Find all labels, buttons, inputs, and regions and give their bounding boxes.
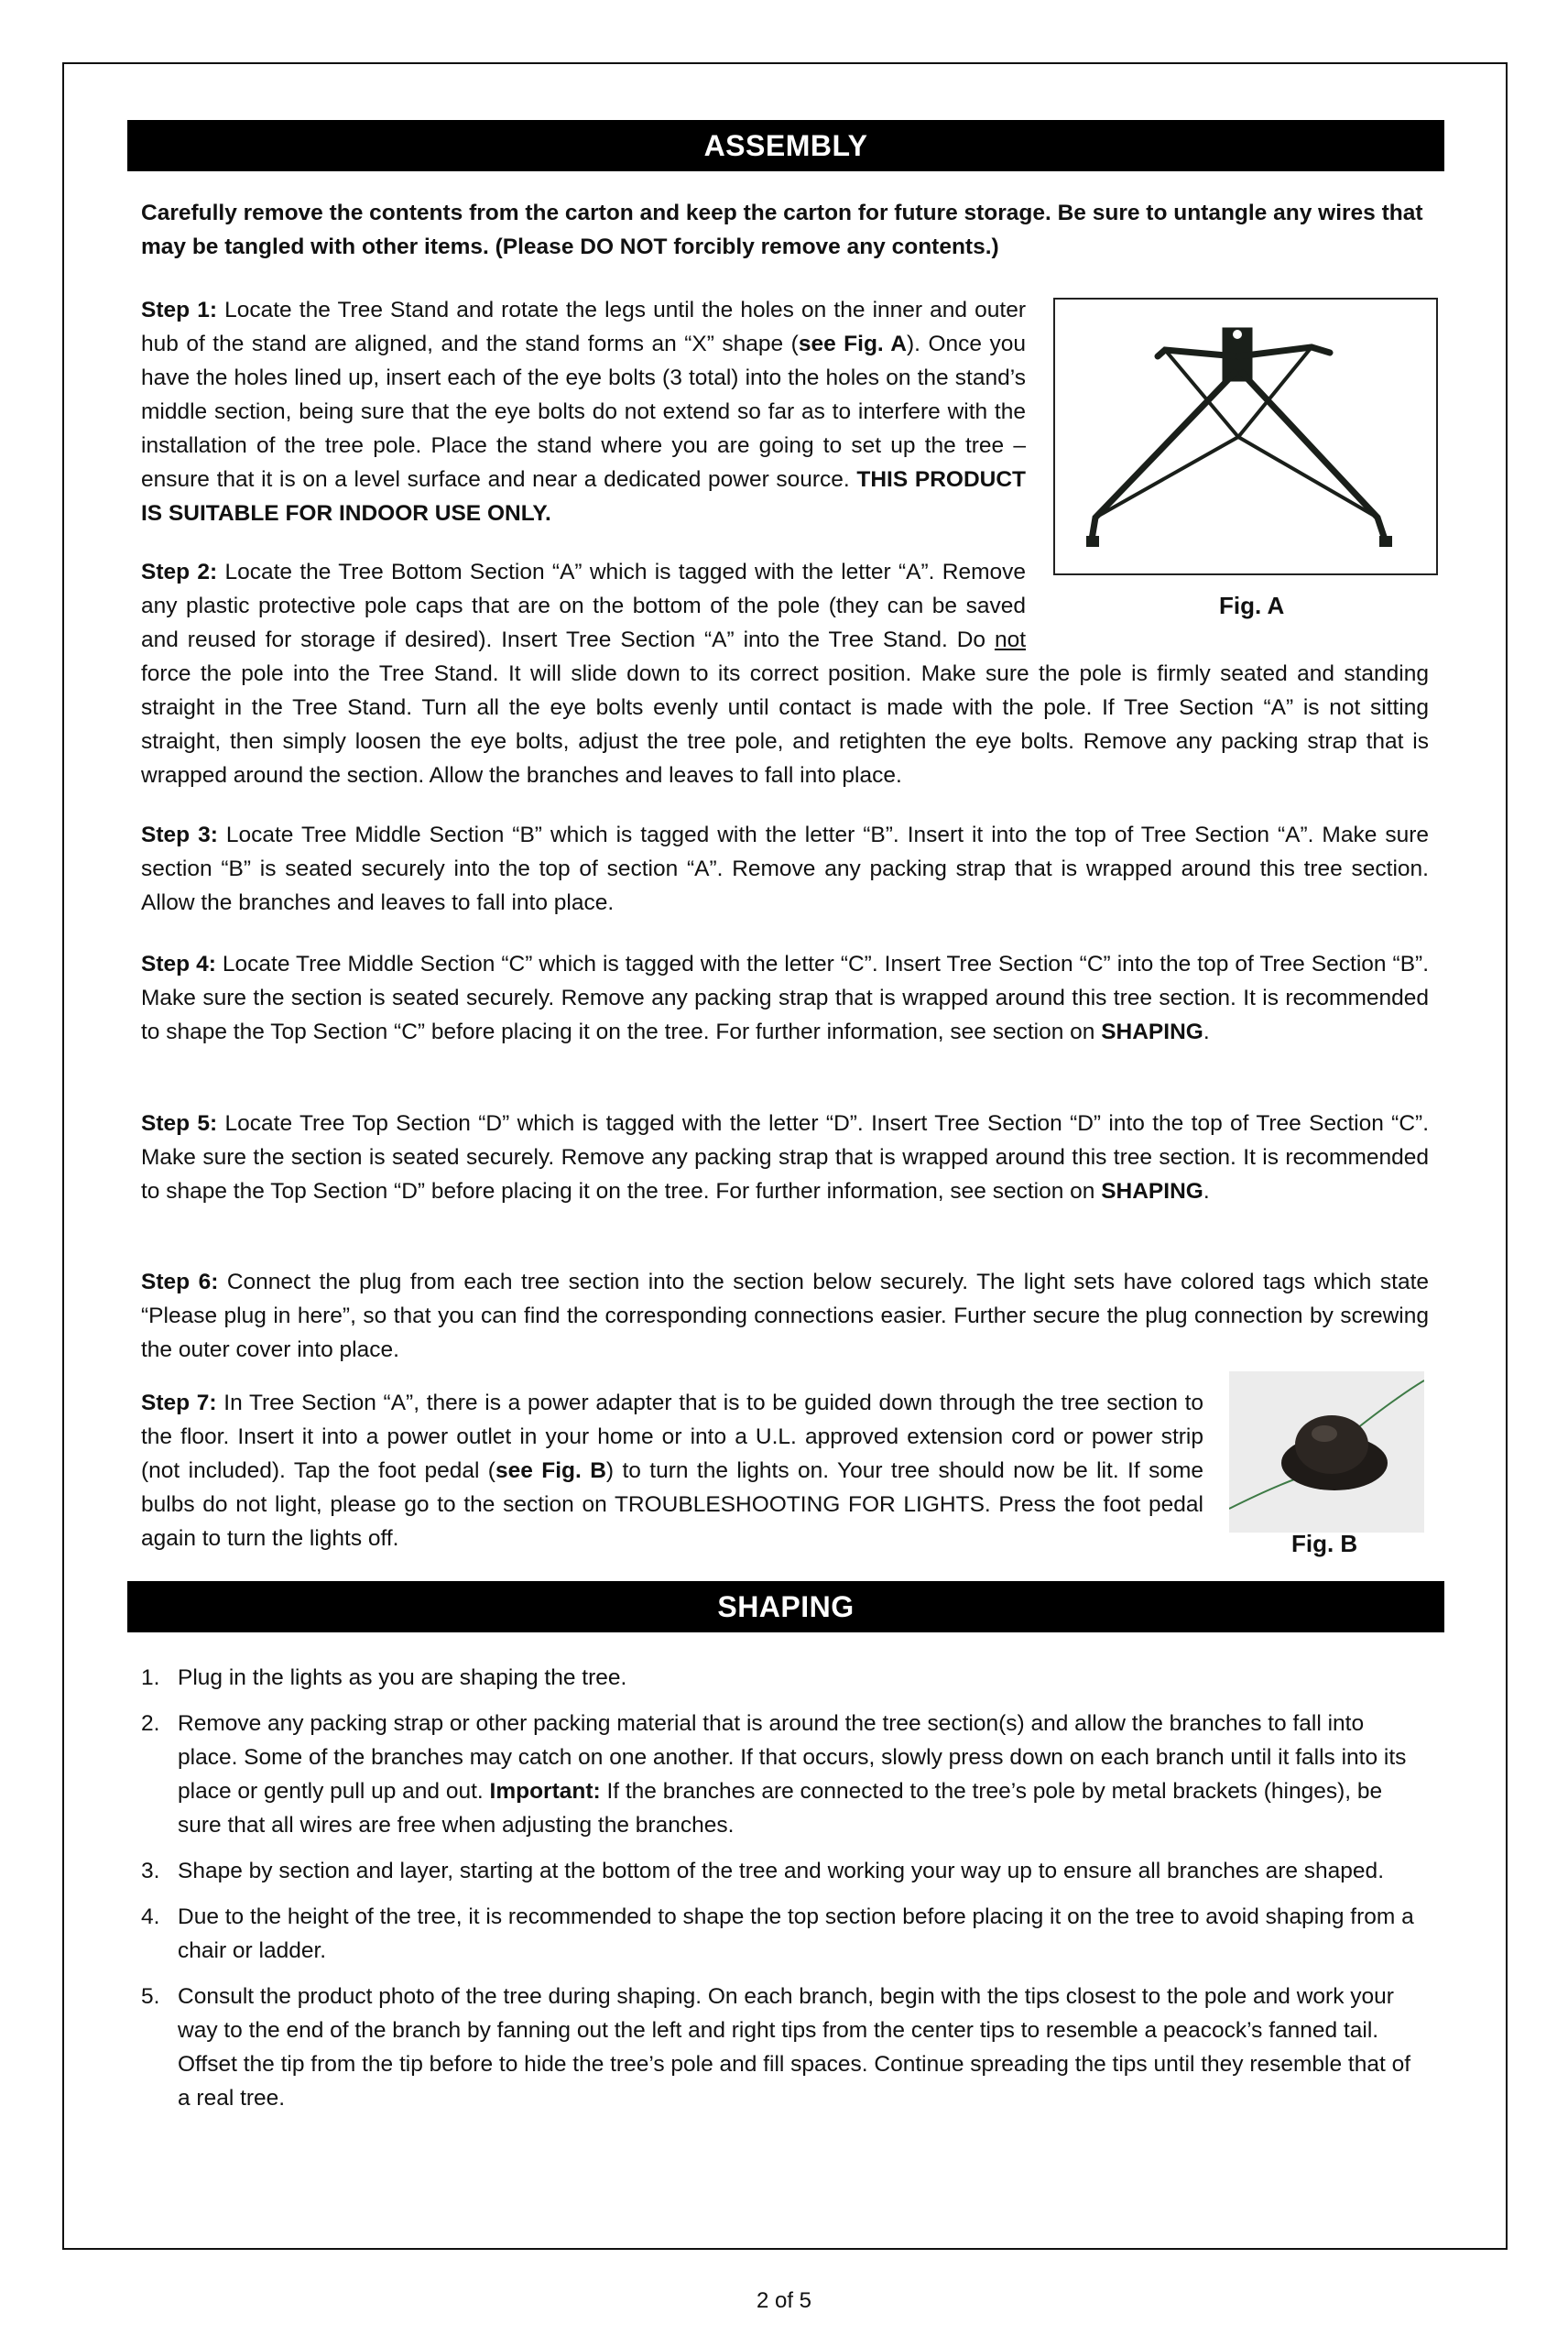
step-3 — [141, 818, 1429, 920]
step-4-label: Step 4: — [141, 952, 216, 977]
figure-b-foot-pedal — [1229, 1371, 1424, 1533]
step-6-label: Step 6: — [141, 1270, 219, 1294]
step-2-text-cont: force the pole into the Tree Stand. It will slide down to its correct position. Make sure the pole is firmly seated and standing straight in the Tree Stand. Turn all the eye bolts evenly until contact is made with the pole. If Tree Section “A” is not sitting straight, then simply loosen the eye bolts, adjust the tree pole, and retighten the eye bolts. Remove any packing strap that is wrapped around the section. Allow the branches and leaves to fall into place. — [141, 661, 1429, 788]
shaping-list — [141, 1661, 1429, 2127]
list-text: Due to the height of the tree, it is recommended to shape the top section before placing it on the tree to avoid shaping from a chair or ladder. — [178, 1904, 1414, 1963]
step-5 — [141, 1107, 1429, 1208]
step-2-emphasis: not — [994, 627, 1026, 652]
step-2 — [141, 555, 1429, 792]
figure-a-tree-stand — [1053, 298, 1438, 575]
figure-b-caption: Fig. B — [1291, 1530, 1358, 1557]
step-4-text: Locate Tree Middle Section “C” which is tagged with the letter “C”. Insert Tree Section “C” into the top of Tree Section “B”. Make sure the section is seated securely. Remove any packing strap that is wrapped around this tree section. It is recommended to shape the Top Section “C” before placing it on the tree. For further information, see section on — [141, 952, 1429, 1044]
step-5-period: . — [1203, 1179, 1210, 1204]
step-1 — [141, 293, 1026, 530]
step-5-shaping-ref: SHAPING — [1101, 1179, 1203, 1204]
step-4 — [141, 947, 1429, 1049]
step-4-period: . — [1203, 1020, 1210, 1044]
list-text-cont: If the branches are connected to the tree’s pole by metal brackets (hinges), be sure that all wires are free when adjusting the branches. — [178, 1779, 1383, 1838]
tree-stand-icon — [1055, 300, 1436, 573]
step-2-text: Locate the Tree Bottom Section “A” which is tagged with the letter “A”. Remove any plastic protective pole caps that are on the bottom of the pole (they can be saved and reused for storage if desired). Insert Tree Section “A” into the Tree Stand. Do — [141, 560, 1026, 652]
figure-a-caption: Fig. A — [1219, 592, 1285, 619]
shaping-heading: SHAPING — [127, 1581, 1444, 1632]
step-7-text: In Tree Section “A”, there is a power adapter that is to be guided down through the tree section to the floor. Insert it into a power outlet in your home or into a U.L. approved extension cord or power strip (not included). Tap the foot pedal ( — [141, 1391, 1203, 1483]
important-label: Important: — [489, 1779, 601, 1804]
list-number: 2. — [141, 1711, 160, 1736]
step-7 — [141, 1386, 1203, 1555]
step-3-text: Locate Tree Middle Section “B” which is tagged with the letter “B”. Insert it into the top of Tree Section “A”. Make sure section “B” is seated securely into the top of section “A”. Remove any packing strap that is wrapped around this tree section. Allow the branches and leaves to fall into place. — [141, 823, 1429, 915]
step-6 — [141, 1265, 1429, 1367]
step-3-label: Step 3: — [141, 823, 218, 847]
step-1-text-cont: ). Once you have the holes lined up, insert each of the eye bolts (3 total) into the holes on the stand’s middle section, being sure that the eye bolts do not extend so far as to interfere with the installation of the tree pole. Place the stand where you are going to set up the tree – ensure that it is on a level surface and near a dedicated power source. — [141, 332, 1026, 492]
step-1-indoor-notice: THIS PRODUCT IS SUITABLE FOR INDOOR USE ONLY. — [141, 467, 1026, 526]
list-text: Shape by section and layer, starting at the bottom of the tree and working your way up to ensure all branches are shaped. — [178, 1859, 1384, 1883]
page-number: 2 of 5 — [756, 2288, 812, 2313]
step-7-label: Step 7: — [141, 1391, 217, 1415]
list-number: 1. — [141, 1665, 160, 1690]
list-item — [141, 1707, 1429, 1842]
step-2-label: Step 2: — [141, 560, 218, 584]
step-1-label: Step 1: — [141, 298, 217, 322]
foot-pedal-icon — [1229, 1371, 1424, 1533]
list-text: Consult the product photo of the tree during shaping. On each branch, begin with the tips closest to the pole and work your way to the end of the branch by fanning out the left and right tips from the center tips to resemble a peacock’s fanned tail. Offset the tip from the tip before to hide the tree’s pole and fill spaces. Continue spreading the tips until they resemble that of a real tree. — [178, 1984, 1411, 2111]
list-text: Remove any packing strap or other packing material that is around the tree section(s) and allow the branches to fall into place. Some of the branches may catch on one another. If that occurs, slowly press down on each branch until it falls into its place or gently pull up and out. — [178, 1711, 1407, 1804]
list-item — [141, 1661, 1429, 1695]
list-item — [141, 1900, 1429, 1968]
list-number: 3. — [141, 1859, 160, 1883]
list-number: 4. — [141, 1904, 160, 1929]
list-item — [141, 1854, 1429, 1888]
list-number: 5. — [141, 1984, 160, 2009]
step-1-text: Locate the Tree Stand and rotate the legs until the holes on the inner and outer hub of the stand are aligned, and the stand forms an “X” shape ( — [141, 298, 1026, 356]
step-6-text: Connect the plug from each tree section into the section below securely. The light sets have colored tags which state “Please plug in here”, so that you can find the corresponding connections easier. Further secure the plug connection by screwing the outer cover into place. — [141, 1270, 1430, 1362]
step-7-text-cont: ) to turn the lights on. Your tree should now be lit. If some bulbs do not light, please go to the section on TROUBLESHOOTING FOR LIGHTS. Press the foot pedal again to turn the lights off. — [141, 1458, 1203, 1551]
step-4-shaping-ref: SHAPING — [1101, 1020, 1203, 1044]
list-text: Plug in the lights as you are shaping the tree. — [178, 1665, 627, 1690]
step-7-fig-ref: see Fig. B — [495, 1458, 606, 1483]
assembly-heading: ASSEMBLY — [127, 120, 1444, 171]
step-1-fig-ref: see Fig. A — [798, 332, 907, 356]
step-5-text: Locate Tree Top Section “D” which is tagged with the letter “D”. Insert Tree Section “D” into the top of Tree Section “C”. Make sure the section is seated securely. Remove any packing strap that is wrapped around this tree section. It is recommended to shape the Top Section “D” before placing it on the tree. For further information, see section on — [141, 1111, 1430, 1204]
assembly-intro: Carefully remove the contents from the carton and keep the carton for future storage. Be sure to untangle any wires that may be tangled with other items. (Please DO NOT forcibly remove any contents.) — [141, 201, 1423, 259]
list-item — [141, 1980, 1429, 2115]
step-5-label: Step 5: — [141, 1111, 218, 1136]
